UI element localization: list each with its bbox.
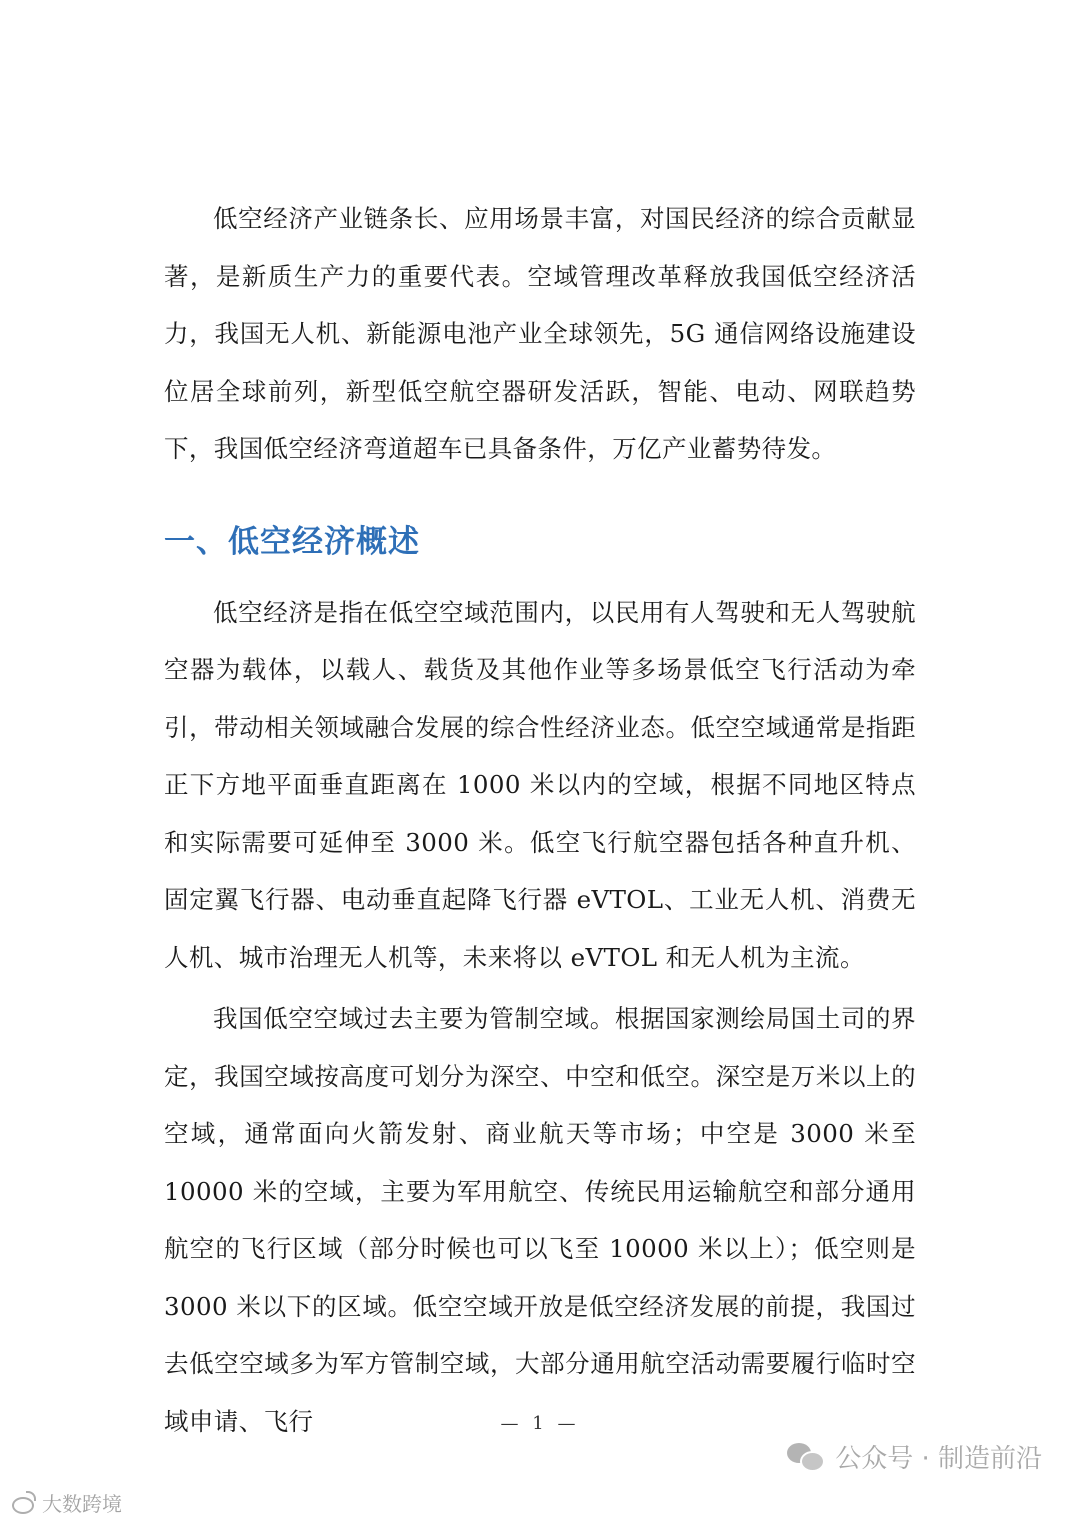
weibo-watermark-text: 大数跨境: [42, 1491, 122, 1516]
section-paragraph-1: 低空经济是指在低空空域范围内，以民用有人驾驶和无人驾驶航空器为载体，以载人、载货及其他作业等多场景低空飞行活动为牵引，带动相关领域融合发展的综合性经济业态。低空空域通常是指距正下方地平面垂直距离在 1000 米以内的空域，根据不同地区特点和实际需要可延伸至 3000 米。低空飞行航空器包括各种直升机、固定翼飞行器、电动垂直起降飞行器 eVTOL、工业无人机、消费无人机、城市治理无人机等，未来将以 eVTOL 和无人机为主流。: [164, 597, 916, 972]
page-number: — 1 —: [500, 1413, 580, 1434]
intro-paragraph: 低空经济产业链条长、应用场景丰富，对国民经济的综合贡献显著，是新质生产力的重要代表。空域管理改革释放我国低空经济活力，我国无人机、新能源电池产业全球领先，5G 通信网络设施建设位居全球前列，新型低空航空器研发活跃，智能、电动、网联趋势下，我国低空经济弯道超车已具备条件，万亿产业蓄势待发。: [164, 204, 916, 463]
weibo-icon: [10, 1491, 36, 1513]
wechat-icon: [787, 1441, 823, 1471]
wechat-watermark: [787, 1436, 1042, 1476]
section-heading: 一、低空经济概述: [164, 523, 420, 560]
document-body: [164, 190, 916, 1450]
section-paragraph-2: 我国低空空域过去主要为管制空域。根据国家测绘局国土司的界定，我国空域按高度可划分为深空、中空和低空。深空是万米以上的空域，通常面向火箭发射、商业航天等市场；中空是 3000 米至 10000 米的空域，主要为军用航空、传统民用运输航空和部分通用航空的飞行区域（部分时候也可以飞至 10000 米以上）；低空则是 3000 米以下的区域。低空空域开放是低空经济发展的前提，我国过去低空空域多为军方管制空域，大部分通用航空活动需要履行临时空域申请、飞行: [164, 1004, 916, 1436]
wechat-watermark-text: 公众号 · 制造前沿: [835, 1443, 1042, 1474]
weibo-watermark: [10, 1489, 122, 1515]
